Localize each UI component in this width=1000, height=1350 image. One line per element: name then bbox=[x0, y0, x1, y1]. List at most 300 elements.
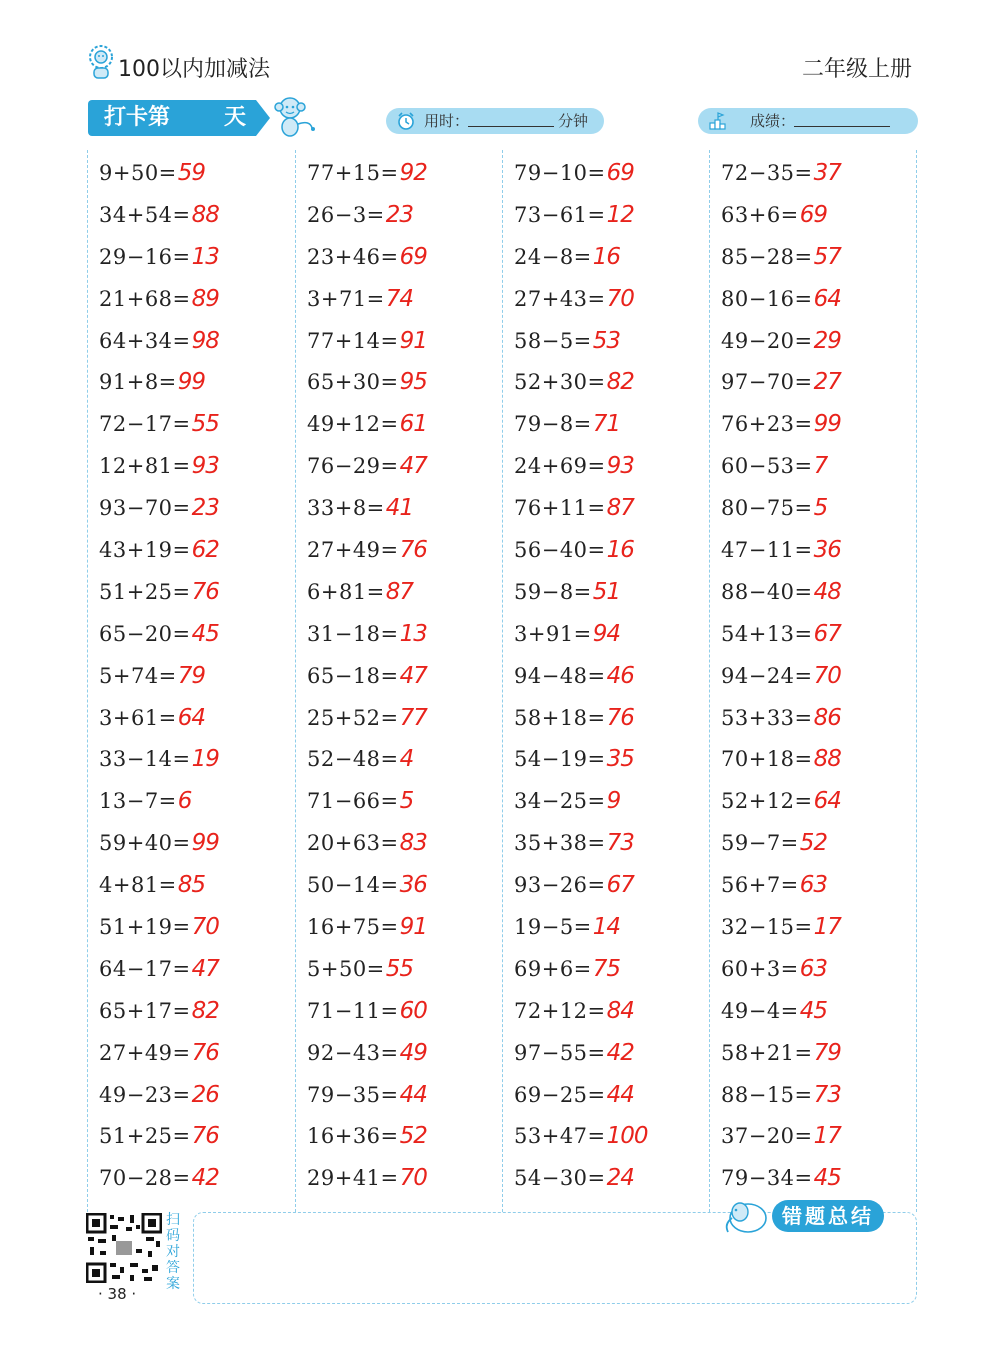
handwritten-answer: 92 bbox=[399, 159, 427, 186]
handwritten-answer: 41 bbox=[385, 495, 414, 522]
problem-row bbox=[99, 320, 305, 362]
handwritten-answer: 47 bbox=[191, 955, 219, 982]
problem-equation: 63+6= bbox=[721, 202, 799, 227]
problem-row bbox=[514, 948, 720, 990]
qr-caption: 扫码对答案 bbox=[166, 1212, 180, 1292]
handwritten-answer: 47 bbox=[399, 453, 427, 480]
handwritten-answer: 55 bbox=[191, 411, 219, 438]
handwritten-answer: 87 bbox=[606, 495, 634, 522]
handwritten-answer: 70 bbox=[606, 285, 634, 312]
handwritten-answer: 76 bbox=[606, 704, 634, 731]
problem-row bbox=[99, 487, 305, 529]
handwritten-answer: 69 bbox=[399, 243, 427, 270]
problem-equation: 53+47= bbox=[514, 1124, 606, 1149]
handwritten-answer: 88 bbox=[813, 746, 841, 773]
handwritten-answer: 64 bbox=[813, 788, 841, 815]
problem-equation: 33−14= bbox=[99, 747, 191, 772]
problem-row bbox=[307, 906, 513, 948]
handwritten-answer: 67 bbox=[813, 620, 841, 647]
handwritten-answer: 87 bbox=[385, 578, 414, 605]
problem-equation: 53+33= bbox=[721, 705, 813, 730]
problem-equation: 79−10= bbox=[514, 160, 606, 185]
problem-equation: 20+63= bbox=[307, 831, 399, 856]
problem-row bbox=[514, 361, 720, 403]
book-title: 100以内加减法 bbox=[118, 57, 270, 82]
handwritten-answer: 42 bbox=[191, 1165, 219, 1192]
problem-equation: 19−5= bbox=[514, 914, 592, 939]
handwritten-answer: 7 bbox=[813, 453, 828, 480]
problem-row bbox=[514, 529, 720, 571]
lion-mascot-icon bbox=[86, 44, 116, 80]
problem-equation: 31−18= bbox=[307, 621, 399, 646]
problem-row bbox=[99, 990, 305, 1032]
problem-equation: 23+46= bbox=[307, 244, 399, 269]
problem-row bbox=[514, 278, 720, 320]
problem-equation: 52−48= bbox=[307, 747, 399, 772]
handwritten-answer: 51 bbox=[592, 578, 621, 605]
problem-equation: 94−24= bbox=[721, 663, 813, 688]
handwritten-answer: 93 bbox=[191, 453, 219, 480]
handwritten-answer: 91 bbox=[399, 327, 427, 354]
handwritten-answer: 23 bbox=[385, 201, 414, 228]
problem-equation: 72−17= bbox=[99, 412, 191, 437]
handwritten-answer: 73 bbox=[813, 1081, 841, 1108]
handwritten-answer: 88 bbox=[191, 201, 219, 228]
problem-equation: 69−25= bbox=[514, 1082, 606, 1107]
problem-equation: 26−3= bbox=[307, 202, 385, 227]
problem-row bbox=[307, 822, 513, 864]
problem-row bbox=[514, 822, 720, 864]
handwritten-answer: 95 bbox=[399, 369, 427, 396]
handwritten-answer: 99 bbox=[191, 830, 219, 857]
problem-row bbox=[99, 822, 305, 864]
problem-equation: 35+38= bbox=[514, 831, 606, 856]
problem-equation: 59+40= bbox=[99, 831, 191, 856]
problem-row bbox=[99, 1074, 305, 1116]
handwritten-answer: 62 bbox=[191, 536, 219, 563]
problem-row bbox=[307, 864, 513, 906]
handwritten-answer: 36 bbox=[813, 536, 841, 563]
handwritten-answer: 49 bbox=[399, 1039, 427, 1066]
handwritten-answer: 19 bbox=[191, 746, 219, 773]
problem-equation: 69+6= bbox=[514, 956, 592, 981]
problem-equation: 56−40= bbox=[514, 537, 606, 562]
problem-row bbox=[99, 1032, 305, 1074]
handwritten-answer: 100 bbox=[606, 1123, 648, 1150]
handwritten-answer: 17 bbox=[813, 1123, 841, 1150]
problem-row bbox=[514, 445, 720, 487]
problem-row bbox=[514, 1032, 720, 1074]
handwritten-answer: 45 bbox=[799, 997, 828, 1024]
handwritten-answer: 53 bbox=[592, 327, 621, 354]
problem-equation: 33+8= bbox=[307, 496, 385, 521]
handwritten-answer: 93 bbox=[606, 453, 634, 480]
time-label: 用时： bbox=[424, 112, 470, 130]
problem-row bbox=[721, 152, 927, 194]
problem-row bbox=[514, 236, 720, 278]
problem-row bbox=[307, 571, 513, 613]
problem-row bbox=[307, 152, 513, 194]
problem-equation: 24−8= bbox=[514, 244, 592, 269]
problem-equation: 27+49= bbox=[99, 1040, 191, 1065]
problem-equation: 34+54= bbox=[99, 202, 191, 227]
problem-equation: 77+15= bbox=[307, 160, 399, 185]
problem-row bbox=[307, 780, 513, 822]
problem-column-4 bbox=[721, 152, 927, 1210]
problem-column-2 bbox=[307, 152, 513, 1210]
problem-row bbox=[307, 278, 513, 320]
problem-row bbox=[99, 278, 305, 320]
problem-row bbox=[99, 236, 305, 278]
problem-equation: 3+71= bbox=[307, 286, 385, 311]
problem-equation: 5+74= bbox=[99, 663, 177, 688]
handwritten-answer: 70 bbox=[813, 662, 841, 689]
problem-row bbox=[307, 1032, 513, 1074]
problem-equation: 79−35= bbox=[307, 1082, 399, 1107]
handwritten-answer: 63 bbox=[799, 955, 828, 982]
problem-row bbox=[514, 990, 720, 1032]
problem-row bbox=[99, 655, 305, 697]
problem-equation: 24+69= bbox=[514, 454, 606, 479]
problem-equation: 91+8= bbox=[99, 370, 177, 395]
problem-row bbox=[514, 906, 720, 948]
problem-row bbox=[721, 236, 927, 278]
problem-row bbox=[307, 236, 513, 278]
problem-row bbox=[721, 487, 927, 529]
problem-row bbox=[721, 529, 927, 571]
handwritten-answer: 85 bbox=[177, 872, 206, 899]
problem-equation: 72+12= bbox=[514, 998, 606, 1023]
handwritten-answer: 5 bbox=[399, 788, 414, 815]
handwritten-answer: 69 bbox=[606, 159, 634, 186]
problem-row bbox=[721, 1074, 927, 1116]
problem-row bbox=[514, 571, 720, 613]
problem-row bbox=[307, 697, 513, 739]
problem-equation: 32−15= bbox=[721, 914, 813, 939]
handwritten-answer: 16 bbox=[592, 243, 621, 270]
time-field bbox=[386, 108, 604, 134]
score-field bbox=[698, 108, 918, 134]
problem-row bbox=[99, 1157, 305, 1199]
problem-equation: 80−75= bbox=[721, 496, 813, 521]
qr-code-icon[interactable] bbox=[86, 1213, 162, 1283]
problem-equation: 37−20= bbox=[721, 1124, 813, 1149]
problem-equation: 71−66= bbox=[307, 789, 399, 814]
problem-row bbox=[721, 990, 927, 1032]
problem-row bbox=[721, 571, 927, 613]
handwritten-answer: 70 bbox=[399, 1165, 427, 1192]
problem-equation: 76+11= bbox=[514, 496, 606, 521]
checkin-label: 打卡第 bbox=[104, 105, 171, 130]
problem-row bbox=[99, 571, 305, 613]
handwritten-answer: 44 bbox=[399, 1081, 427, 1108]
monkey-mascot-icon bbox=[268, 94, 318, 140]
problem-equation: 97−55= bbox=[514, 1040, 606, 1065]
problem-row bbox=[99, 152, 305, 194]
handwritten-answer: 26 bbox=[191, 1081, 219, 1108]
problem-row bbox=[99, 445, 305, 487]
checkin-day-suffix: 天 bbox=[224, 105, 247, 130]
problem-equation: 16+75= bbox=[307, 914, 399, 939]
problem-row bbox=[721, 864, 927, 906]
problem-equation: 92−43= bbox=[307, 1040, 399, 1065]
time-unit: 分钟 bbox=[558, 112, 589, 130]
problem-equation: 71−11= bbox=[307, 998, 399, 1023]
problem-equation: 54+13= bbox=[721, 621, 813, 646]
problem-row bbox=[307, 655, 513, 697]
problem-row bbox=[307, 738, 513, 780]
problem-equation: 12+81= bbox=[99, 454, 191, 479]
problem-equation: 65+30= bbox=[307, 370, 399, 395]
problem-equation: 13−7= bbox=[99, 789, 177, 814]
problem-equation: 80−16= bbox=[721, 286, 813, 311]
handwritten-answer: 44 bbox=[606, 1081, 634, 1108]
problem-row bbox=[307, 403, 513, 445]
problem-row bbox=[721, 1032, 927, 1074]
problem-equation: 70−28= bbox=[99, 1166, 191, 1191]
problem-equation: 58+21= bbox=[721, 1040, 813, 1065]
problem-equation: 34−25= bbox=[514, 789, 606, 814]
problem-equation: 3+91= bbox=[514, 621, 592, 646]
problem-equation: 51+25= bbox=[99, 1124, 191, 1149]
elephant-mascot-icon bbox=[720, 1196, 772, 1236]
problem-row bbox=[514, 152, 720, 194]
problem-equation: 58−5= bbox=[514, 328, 592, 353]
handwritten-answer: 77 bbox=[399, 704, 427, 731]
handwritten-answer: 59 bbox=[177, 159, 206, 186]
problem-row bbox=[721, 655, 927, 697]
problem-equation: 54−30= bbox=[514, 1166, 606, 1191]
problem-row bbox=[99, 948, 305, 990]
problem-row bbox=[514, 864, 720, 906]
podium-flag-icon bbox=[708, 111, 728, 131]
problem-equation: 43+19= bbox=[99, 537, 191, 562]
problem-row bbox=[514, 1115, 720, 1157]
problem-equation: 59−8= bbox=[514, 579, 592, 604]
problem-row bbox=[99, 906, 305, 948]
handwritten-answer: 29 bbox=[813, 327, 841, 354]
problem-row bbox=[721, 738, 927, 780]
handwritten-answer: 99 bbox=[813, 411, 841, 438]
handwritten-answer: 45 bbox=[191, 620, 219, 647]
handwritten-answer: 55 bbox=[385, 955, 414, 982]
problem-equation: 54−19= bbox=[514, 747, 606, 772]
handwritten-answer: 98 bbox=[191, 327, 219, 354]
problem-equation: 51+25= bbox=[99, 579, 191, 604]
problem-row bbox=[99, 403, 305, 445]
handwritten-answer: 13 bbox=[191, 243, 219, 270]
handwritten-answer: 35 bbox=[606, 746, 634, 773]
handwritten-answer: 52 bbox=[799, 830, 828, 857]
problem-equation: 65+17= bbox=[99, 998, 191, 1023]
problem-equation: 94−48= bbox=[514, 663, 606, 688]
handwritten-answer: 76 bbox=[191, 578, 219, 605]
problem-row bbox=[514, 697, 720, 739]
problem-row bbox=[99, 780, 305, 822]
handwritten-answer: 45 bbox=[813, 1165, 841, 1192]
problem-row bbox=[307, 361, 513, 403]
handwritten-answer: 91 bbox=[399, 913, 427, 940]
problem-equation: 85−28= bbox=[721, 244, 813, 269]
problem-row bbox=[307, 1157, 513, 1199]
problem-row bbox=[721, 445, 927, 487]
handwritten-answer: 83 bbox=[399, 830, 427, 857]
problem-equation: 47−11= bbox=[721, 537, 813, 562]
problem-row bbox=[514, 613, 720, 655]
problem-row bbox=[307, 320, 513, 362]
problem-equation: 29−16= bbox=[99, 244, 191, 269]
handwritten-answer: 14 bbox=[592, 913, 621, 940]
problem-equation: 29+41= bbox=[307, 1166, 399, 1191]
handwritten-answer: 64 bbox=[813, 285, 841, 312]
problem-row bbox=[721, 1115, 927, 1157]
handwritten-answer: 99 bbox=[177, 369, 206, 396]
handwritten-answer: 76 bbox=[399, 536, 427, 563]
problem-row bbox=[99, 194, 305, 236]
handwritten-answer: 71 bbox=[592, 411, 621, 438]
handwritten-answer: 73 bbox=[606, 830, 634, 857]
problem-equation: 65−20= bbox=[99, 621, 191, 646]
problem-equation: 93−26= bbox=[514, 873, 606, 898]
problem-equation: 49+12= bbox=[307, 412, 399, 437]
handwritten-answer: 6 bbox=[177, 788, 192, 815]
page-number: · 38 · bbox=[98, 1285, 137, 1303]
handwritten-answer: 74 bbox=[385, 285, 414, 312]
handwritten-answer: 17 bbox=[813, 913, 841, 940]
problem-row bbox=[514, 487, 720, 529]
handwritten-answer: 76 bbox=[191, 1123, 219, 1150]
problem-row bbox=[514, 403, 720, 445]
problem-row bbox=[721, 278, 927, 320]
handwritten-answer: 4 bbox=[399, 746, 414, 773]
problem-row bbox=[307, 1074, 513, 1116]
handwritten-answer: 86 bbox=[813, 704, 841, 731]
problem-row bbox=[99, 697, 305, 739]
problem-row bbox=[307, 194, 513, 236]
problem-row bbox=[99, 529, 305, 571]
problem-equation: 64−17= bbox=[99, 956, 191, 981]
problem-equation: 88−40= bbox=[721, 579, 813, 604]
handwritten-answer: 61 bbox=[399, 411, 427, 438]
problem-equation: 93−70= bbox=[99, 496, 191, 521]
handwritten-answer: 79 bbox=[177, 662, 206, 689]
handwritten-answer: 63 bbox=[799, 872, 828, 899]
handwritten-answer: 48 bbox=[813, 578, 841, 605]
problem-row bbox=[99, 613, 305, 655]
problem-row bbox=[307, 529, 513, 571]
problem-row bbox=[721, 194, 927, 236]
problem-row bbox=[514, 1157, 720, 1199]
handwritten-answer: 57 bbox=[813, 243, 841, 270]
handwritten-answer: 12 bbox=[606, 201, 634, 228]
problem-row bbox=[307, 487, 513, 529]
handwritten-answer: 70 bbox=[191, 913, 219, 940]
problem-row bbox=[514, 655, 720, 697]
handwritten-answer: 64 bbox=[177, 704, 206, 731]
handwritten-answer: 42 bbox=[606, 1039, 634, 1066]
problem-row bbox=[307, 990, 513, 1032]
alarm-clock-icon bbox=[396, 111, 416, 131]
handwritten-answer: 84 bbox=[606, 997, 634, 1024]
grade-label: 二年级上册 bbox=[801, 57, 912, 82]
problem-equation: 6+81= bbox=[307, 579, 385, 604]
problem-equation: 3+61= bbox=[99, 705, 177, 730]
problem-equation: 76−29= bbox=[307, 454, 399, 479]
problem-equation: 88−15= bbox=[721, 1082, 813, 1107]
score-input-line[interactable] bbox=[794, 126, 890, 127]
problem-row bbox=[514, 780, 720, 822]
problem-column-1 bbox=[99, 152, 305, 1210]
handwritten-answer: 60 bbox=[399, 997, 427, 1024]
problem-equation: 27+49= bbox=[307, 537, 399, 562]
problem-equation: 16+36= bbox=[307, 1124, 399, 1149]
problem-equation: 79−8= bbox=[514, 412, 592, 437]
time-input-line[interactable] bbox=[468, 126, 554, 127]
problem-equation: 49−4= bbox=[721, 998, 799, 1023]
problem-row bbox=[99, 864, 305, 906]
problem-row bbox=[99, 361, 305, 403]
problem-row bbox=[514, 320, 720, 362]
handwritten-answer: 16 bbox=[606, 536, 634, 563]
problem-equation: 56+7= bbox=[721, 873, 799, 898]
problem-row bbox=[721, 320, 927, 362]
problem-row bbox=[721, 613, 927, 655]
handwritten-answer: 82 bbox=[191, 997, 219, 1024]
problem-row bbox=[721, 822, 927, 864]
handwritten-answer: 52 bbox=[399, 1123, 427, 1150]
handwritten-answer: 89 bbox=[191, 285, 219, 312]
handwritten-answer: 23 bbox=[191, 495, 219, 522]
problem-equation: 9+50= bbox=[99, 160, 177, 185]
problem-row bbox=[721, 403, 927, 445]
handwritten-answer: 5 bbox=[813, 495, 828, 522]
mistakes-summary-label: 错题总结 bbox=[772, 1200, 884, 1232]
handwritten-answer: 76 bbox=[191, 1039, 219, 1066]
problem-equation: 77+14= bbox=[307, 328, 399, 353]
problem-row bbox=[721, 906, 927, 948]
problem-equation: 51+19= bbox=[99, 914, 191, 939]
problem-row bbox=[721, 1157, 927, 1199]
problem-equation: 4+81= bbox=[99, 873, 177, 898]
problem-equation: 52+30= bbox=[514, 370, 606, 395]
problem-row bbox=[721, 780, 927, 822]
handwritten-answer: 82 bbox=[606, 369, 634, 396]
problem-equation: 52+12= bbox=[721, 789, 813, 814]
problem-row bbox=[514, 194, 720, 236]
handwritten-answer: 36 bbox=[399, 872, 427, 899]
handwritten-answer: 27 bbox=[813, 369, 841, 396]
problem-equation: 72−35= bbox=[721, 160, 813, 185]
problem-equation: 65−18= bbox=[307, 663, 399, 688]
problem-equation: 76+23= bbox=[721, 412, 813, 437]
handwritten-answer: 69 bbox=[799, 201, 828, 228]
problem-row bbox=[99, 738, 305, 780]
problem-equation: 97−70= bbox=[721, 370, 813, 395]
problem-row bbox=[307, 1115, 513, 1157]
problem-equation: 73−61= bbox=[514, 202, 606, 227]
handwritten-answer: 24 bbox=[606, 1165, 634, 1192]
handwritten-answer: 47 bbox=[399, 662, 427, 689]
handwritten-answer: 67 bbox=[606, 872, 634, 899]
problem-row bbox=[307, 948, 513, 990]
problem-row bbox=[307, 445, 513, 487]
problem-row bbox=[721, 948, 927, 990]
problem-equation: 70+18= bbox=[721, 747, 813, 772]
problem-row bbox=[721, 697, 927, 739]
problem-equation: 58+18= bbox=[514, 705, 606, 730]
score-label: 成绩： bbox=[750, 112, 796, 130]
problem-equation: 49−20= bbox=[721, 328, 813, 353]
